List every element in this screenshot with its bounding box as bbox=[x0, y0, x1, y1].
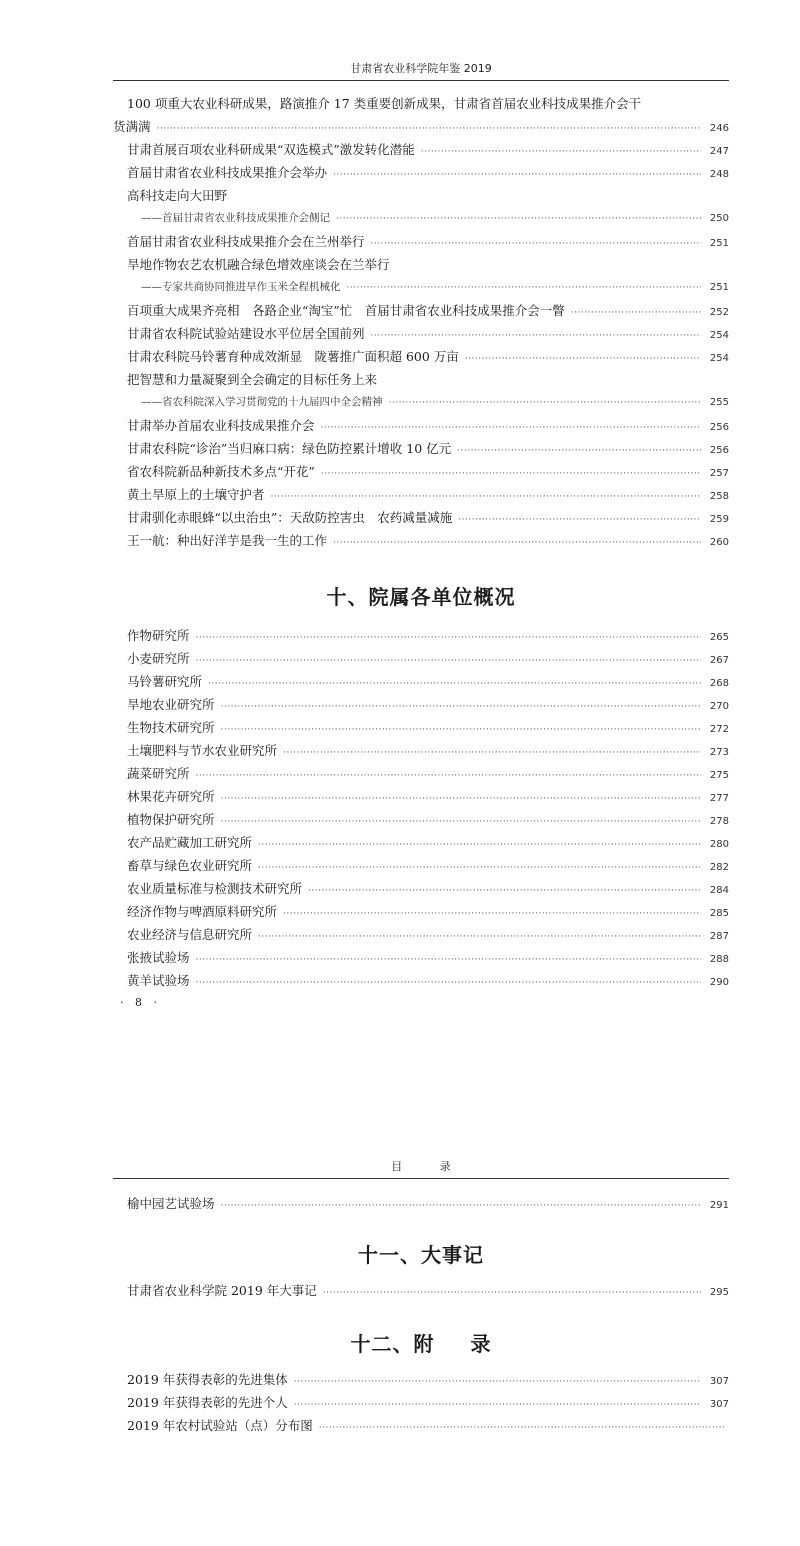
toc-entry[interactable] bbox=[113, 647, 729, 670]
toc-page-number: 272 bbox=[709, 724, 729, 735]
toc-entry[interactable] bbox=[113, 624, 729, 647]
toc-page-number: 277 bbox=[709, 793, 729, 804]
toc-page-number: 257 bbox=[709, 468, 729, 479]
toc-page-number: 246 bbox=[709, 123, 729, 134]
toc-entry-title: 100 项重大农业科研成果，路演推介 17 类重要创新成果，甘肃省首届农业科技成果推介会干 bbox=[127, 96, 642, 111]
toc-entry[interactable] bbox=[113, 1391, 729, 1414]
toc-page-number: 307 bbox=[709, 1399, 729, 1410]
section-title: 十一、大事记 bbox=[358, 1243, 484, 1267]
dot-leader bbox=[421, 141, 701, 164]
toc-entry[interactable] bbox=[113, 877, 729, 900]
toc-entry-title: 甘肃农科院“诊治”当归麻口病：绿色防控累计增收 10 亿元 bbox=[127, 441, 452, 456]
toc-entry[interactable] bbox=[113, 831, 729, 854]
toc-entry[interactable] bbox=[113, 529, 729, 552]
toc-page-number: 285 bbox=[709, 908, 729, 919]
toc-entry-title: 作物研究所 bbox=[127, 628, 190, 643]
header-rule bbox=[113, 1178, 729, 1179]
dot-leader bbox=[294, 1394, 701, 1417]
toc-page-number: 295 bbox=[709, 1287, 729, 1298]
toc-entry[interactable] bbox=[113, 322, 729, 345]
toc-entry[interactable] bbox=[113, 253, 729, 276]
toc-entry-title: 榆中园艺试验场 bbox=[127, 1196, 215, 1211]
toc-page-number: 254 bbox=[709, 330, 729, 341]
dot-leader bbox=[457, 440, 701, 463]
page-number: · 8 · bbox=[120, 996, 161, 1009]
toc-subtitle-entry[interactable] bbox=[113, 276, 729, 299]
toc-entry-title: 张掖试验场 bbox=[127, 950, 190, 965]
toc-page-number: 273 bbox=[709, 747, 729, 758]
dot-leader bbox=[221, 1195, 701, 1218]
toc-entry-title: 2019 年获得表彰的先进个人 bbox=[127, 1395, 288, 1410]
toc-page-number: 280 bbox=[709, 839, 729, 850]
toc-page-number: 284 bbox=[709, 885, 729, 896]
toc-entry[interactable] bbox=[113, 693, 729, 716]
toc-entry-title: 省农科院新品种新技术多点“开花” bbox=[127, 464, 315, 479]
toc-page-number: 291 bbox=[709, 1200, 729, 1211]
toc-entry-title: 甘肃首展百项农业科研成果“双选模式”激发转化潜能 bbox=[127, 142, 415, 157]
toc-page-number: 252 bbox=[709, 307, 729, 318]
toc-list bbox=[113, 1192, 729, 1437]
toc-page-number: 258 bbox=[709, 491, 729, 502]
toc-entry[interactable] bbox=[113, 506, 729, 529]
toc-entry[interactable] bbox=[113, 1192, 729, 1215]
toc-page-number: 251 bbox=[709, 238, 729, 249]
dot-leader bbox=[283, 903, 701, 926]
toc-entry-title: 经济作物与啤酒原料研究所 bbox=[127, 904, 278, 919]
toc-entry-title: 2019 年农村试验站（点）分布图 bbox=[127, 1418, 313, 1433]
dot-leader bbox=[283, 742, 701, 765]
toc-page-number: 278 bbox=[709, 816, 729, 827]
toc-subtitle-entry[interactable] bbox=[113, 391, 729, 414]
dot-leader bbox=[389, 392, 702, 415]
toc-entry-title: 农业质量标准与检测技术研究所 bbox=[127, 881, 303, 896]
toc-entry-title: 小麦研究所 bbox=[127, 651, 190, 666]
header-rule bbox=[113, 80, 729, 81]
toc-entry[interactable] bbox=[113, 299, 729, 322]
toc-entry[interactable] bbox=[113, 414, 729, 437]
toc-page-number: 256 bbox=[709, 445, 729, 456]
dot-leader bbox=[336, 208, 701, 231]
toc-page-2 bbox=[0, 1140, 800, 1546]
toc-entry[interactable] bbox=[113, 184, 729, 207]
toc-entry-title: 甘肃驯化赤眼蜂“以虫治虫”：天敌防控害虫 农药减量减施 bbox=[127, 510, 453, 525]
toc-page-number: 251 bbox=[709, 282, 729, 293]
dot-leader bbox=[319, 1417, 725, 1440]
toc-entry-title: 甘肃农科院马铃薯育种成效渐显 陇薯推广面积超 600 万亩 bbox=[127, 349, 459, 364]
toc-entry-title: 首届甘肃省农业科技成果推介会举办 bbox=[127, 165, 328, 180]
toc-page-number: 250 bbox=[709, 213, 729, 224]
toc-page-number: 256 bbox=[709, 422, 729, 433]
dot-leader bbox=[465, 348, 701, 371]
dot-leader bbox=[221, 719, 701, 742]
toc-entry-title: ——专家共商协同推进旱作玉米全程机械化 bbox=[141, 281, 341, 293]
toc-entry-title: 把智慧和力量凝聚到全会确定的目标任务上来 bbox=[127, 372, 378, 387]
toc-entry[interactable] bbox=[113, 946, 729, 969]
toc-entry-title: 首届甘肃省农业科技成果推介会在兰州举行 bbox=[127, 234, 365, 249]
toc-entry-title: ——首届甘肃省农业科技成果推介会侧记 bbox=[141, 212, 330, 224]
toc-entry-title: 高科技走向大田野 bbox=[127, 188, 228, 203]
dot-leader bbox=[308, 880, 701, 903]
running-head: 目 录 bbox=[391, 1160, 451, 1173]
toc-entry[interactable] bbox=[113, 345, 729, 368]
toc-entry-title: 甘肃省农业科学院 2019 年大事记 bbox=[127, 1283, 317, 1298]
dot-leader bbox=[333, 164, 701, 187]
toc-entry-title: 农业经济与信息研究所 bbox=[127, 927, 253, 942]
toc-page-number: 255 bbox=[709, 397, 729, 408]
toc-entry-title: 货满满 bbox=[113, 119, 151, 134]
dot-leader bbox=[196, 650, 701, 673]
toc-page-number: 290 bbox=[709, 977, 729, 988]
toc-page-number: 259 bbox=[709, 514, 729, 525]
toc-entry[interactable] bbox=[113, 161, 729, 184]
dot-leader bbox=[196, 972, 701, 995]
dot-leader bbox=[321, 463, 701, 486]
dot-leader bbox=[323, 1282, 701, 1305]
toc-entry-title: 马铃薯研究所 bbox=[127, 674, 203, 689]
toc-page-number: 287 bbox=[709, 931, 729, 942]
toc-entry[interactable] bbox=[113, 900, 729, 923]
dot-leader bbox=[196, 949, 701, 972]
toc-page-number: 265 bbox=[709, 632, 729, 643]
dot-leader bbox=[371, 233, 701, 256]
dot-leader bbox=[458, 509, 701, 532]
toc-page-number: 275 bbox=[709, 770, 729, 781]
toc-page-number: 247 bbox=[709, 146, 729, 157]
toc-page-number: 288 bbox=[709, 954, 729, 965]
dot-leader bbox=[258, 834, 701, 857]
toc-entry[interactable] bbox=[113, 92, 729, 115]
toc-entry[interactable] bbox=[113, 670, 729, 693]
toc-entry-title: 黄土旱原上的土壤守护者 bbox=[127, 487, 265, 502]
toc-page-number: 260 bbox=[709, 537, 729, 548]
toc-entry-title: 旱地作物农艺农机融合绿色增效座谈会在兰举行 bbox=[127, 257, 390, 272]
toc-page-number: 267 bbox=[709, 655, 729, 666]
toc-entry[interactable] bbox=[113, 483, 729, 506]
toc-entry[interactable] bbox=[113, 230, 729, 253]
dot-leader bbox=[221, 696, 701, 719]
toc-entry[interactable] bbox=[113, 739, 729, 762]
toc-entry-title: 百项重大成果齐亮相 各路企业“淘宝”忙 首届甘肃省农业科技成果推介会一瞥 bbox=[127, 303, 565, 318]
toc-entry[interactable] bbox=[113, 762, 729, 785]
toc-entry-title: 2019 年获得表彰的先进集体 bbox=[127, 1372, 288, 1387]
toc-entry-title: 生物技术研究所 bbox=[127, 720, 215, 735]
dot-leader bbox=[221, 788, 701, 811]
toc-entry-title: 畜草与绿色农业研究所 bbox=[127, 858, 253, 873]
toc-page-number: 282 bbox=[709, 862, 729, 873]
dot-leader bbox=[333, 532, 701, 555]
toc-entry-title: 农产品贮藏加工研究所 bbox=[127, 835, 253, 850]
toc-page-number: 254 bbox=[709, 353, 729, 364]
dot-leader bbox=[196, 765, 701, 788]
toc-entry[interactable] bbox=[113, 808, 729, 831]
toc-page-number: 270 bbox=[709, 701, 729, 712]
dot-leader bbox=[221, 811, 701, 834]
running-head: 甘肃省农业科学院年鉴 2019 bbox=[350, 62, 492, 75]
toc-subtitle-entry[interactable] bbox=[113, 207, 729, 230]
toc-entry-title: 林果花卉研究所 bbox=[127, 789, 215, 804]
dot-leader bbox=[571, 302, 701, 325]
toc-entry[interactable] bbox=[113, 1279, 729, 1302]
toc-list bbox=[113, 92, 729, 992]
section-title: 十二、附 录 bbox=[350, 1332, 492, 1356]
dot-leader bbox=[258, 857, 701, 880]
toc-entry-title: 蔬菜研究所 bbox=[127, 766, 190, 781]
toc-entry[interactable] bbox=[113, 1414, 729, 1437]
toc-entry[interactable] bbox=[113, 785, 729, 808]
toc-entry-title: 植物保护研究所 bbox=[127, 812, 215, 827]
dot-leader bbox=[258, 926, 701, 949]
toc-entry[interactable] bbox=[113, 368, 729, 391]
section-title: 十、院属各单位概况 bbox=[326, 585, 516, 609]
toc-entry-title: 甘肃举办首届农业科技成果推介会 bbox=[127, 418, 315, 433]
toc-entry[interactable] bbox=[113, 138, 729, 161]
toc-entry[interactable] bbox=[113, 115, 729, 138]
toc-entry-title: 旱地农业研究所 bbox=[127, 697, 215, 712]
dot-leader bbox=[347, 277, 702, 300]
toc-entry[interactable] bbox=[113, 1368, 729, 1391]
toc-entry[interactable] bbox=[113, 437, 729, 460]
toc-entry-title: ——省农科院深入学习贯彻党的十九届四中全会精神 bbox=[141, 396, 383, 408]
toc-entry-title: 王一航：种出好洋芋是我一生的工作 bbox=[127, 533, 328, 548]
toc-page-number: 248 bbox=[709, 169, 729, 180]
dot-leader bbox=[294, 1371, 701, 1394]
toc-entry[interactable] bbox=[113, 460, 729, 483]
toc-entry[interactable] bbox=[113, 969, 729, 992]
toc-entry[interactable] bbox=[113, 923, 729, 946]
toc-entry-title: 黄羊试验场 bbox=[127, 973, 190, 988]
toc-entry-title: 土壤肥料与节水农业研究所 bbox=[127, 743, 278, 758]
dot-leader bbox=[196, 627, 701, 650]
toc-page-number: 268 bbox=[709, 678, 729, 689]
dot-leader bbox=[208, 673, 701, 696]
toc-entry-title: 甘肃省农科院试验站建设水平位居全国前列 bbox=[127, 326, 365, 341]
toc-entry[interactable] bbox=[113, 716, 729, 739]
toc-page-number: 307 bbox=[709, 1376, 729, 1387]
toc-entry[interactable] bbox=[113, 854, 729, 877]
